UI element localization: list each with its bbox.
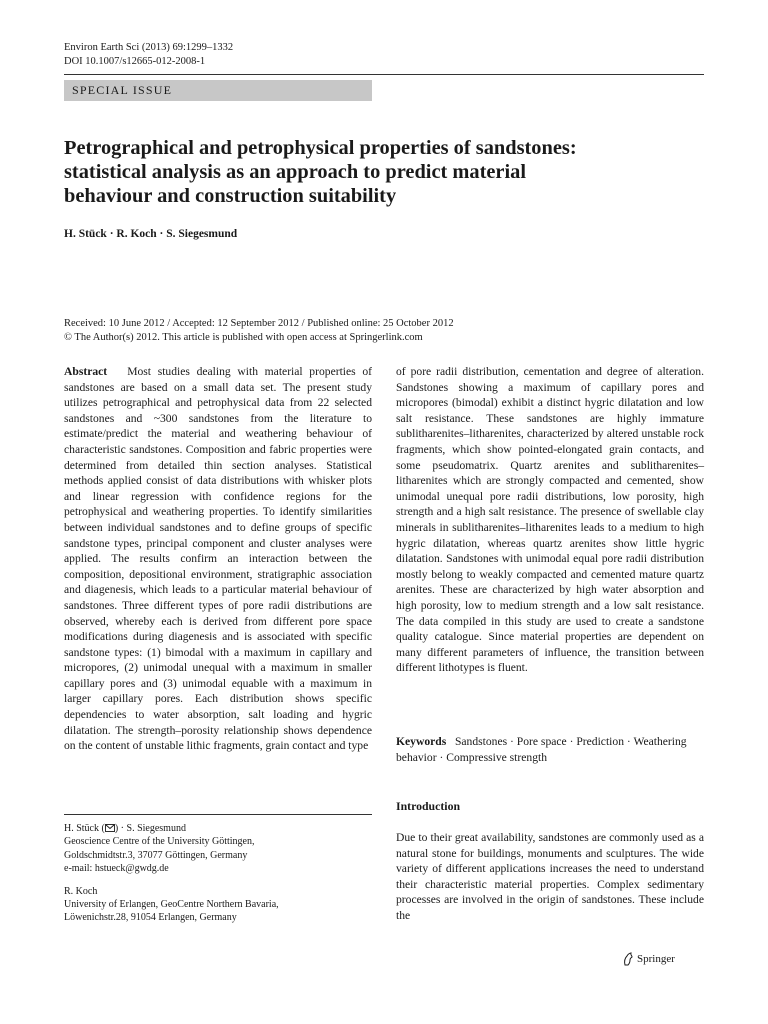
abstract-text-continued: of pore radii distribution, cementation and degree of alteration. Sandstones showing a maximum of capillary pores and micropores (bimodal) exhibit a distinct hygric dilatation and low salt resistance. These sandstones are highly immature sublitharenites–litharenites, characterized by altered unstable rock fragments, which show pointed-elongated grain contacts, and some pseudomatrix. Quartz arenites and sublitharenites–litharenites which are strongly compacted and cemented, show unimodal unequal pore radii distributions, low porosity, high strength and a high salt resistance. The presence of swellable clay minerals in sublitharenites–litharenites leads to a medium to high hygric dilatation, whereas quartz arenites show little hygric dilatation. Sandstones with unimodal equal pore radii distribution mostly belong to weakly compacted and cemented mature quartz arenites. These are characterized by high water absorption and high porosity, low to medium strength and a low salt resistance. The data compiled in this study are used to create a sandstone quality catalogue. Since material properties are dependent on many different parameters of influence, the transition between different lithotypes is fluent. [396,365,704,675]
affiliation-org: University of Erlangen, GeoCentre Northern Bavaria, [64,899,279,911]
title-line: behaviour and construction suitability [64,185,397,207]
abstract-column-left [64,364,372,754]
affiliation-names: H. Stück ( ) · S. Siegesmund [64,823,186,834]
affiliation-block [64,885,372,925]
affiliation-address: Goldschmidtstr.3, 37077 Göttingen, Germany [64,849,248,861]
springer-horse-icon [622,952,634,966]
introduction-text: Due to their great availability, sandstones are commonly used as a natural stone for buildings, monuments and sculptures. The wide variety of different applications increases the need to understand their characteristic material properties. Complex sedimentary processes are involved in the origin of sandstones. These include the [396,831,704,922]
publisher-logo [622,952,675,966]
abstract-column-right [396,364,704,676]
section-banner: SPECIAL ISSUE [64,80,372,101]
history-dates: Received: 10 June 2012 / Accepted: 12 September 2012 / Published online: 25 October 2012 [64,318,454,329]
affiliation-address: Löwenichstr.28, 91054 Erlangen, Germany [64,912,237,924]
copyright-notice: © The Author(s) 2012. This article is published with open access at Springerlink.com [64,332,423,343]
affiliation-email[interactable]: e-mail: hstueck@gwdg.de [64,863,169,875]
envelope-icon[interactable] [105,824,115,832]
abstract-label: Abstract [64,365,108,378]
introduction-heading: Introduction [396,799,461,813]
title-line: Petrographical and petrophysical properties of sandstones: [64,137,577,159]
publisher-name: Springer [637,953,675,965]
journal-citation: Environ Earth Sci (2013) 69:1299–1332 [64,42,234,53]
doi[interactable]: DOI 10.1007/s12665-012-2008-1 [64,56,206,67]
affiliation-block [64,822,372,876]
affiliation-rule [64,814,372,815]
affiliation-org: Geoscience Centre of the University Göttingen, [64,836,255,848]
abstract-text: Most studies dealing with material properties of sandstones are based on a small data set. The present study utilizes petrographical and petrophysical data from 22 selected sandstones and ~300 sandstones from the literature to estimate/predict the material and weathering behaviour of characteristic sandstones. Composition and fabric properties were determined from detailed thin section analyses. Statistical methods applied consist of data distributions with whisker plots and linear regression with confidence regions for the petrophysical and weathering properties. To identify similarities between individual sandstones and to define groups of specific sandstone types, principal component and cluster analyses were applied. The results confirm an interaction between the composition, depositional environment, stratigraphic association and diagenesis, which leads to a particular material behaviour of sandstones. Three different types of pore radii distributions are observed, whereby each is derived from different pore space modifications during diagenesis and is associated with specific sandstone types: (1) bimodal with a maximum in capillary and micropores, (2) unimodal unequal with a maximum in smaller capillary pores and (3) unimodal equable with a maximum in larger capillary pores. Each distribution shows specific dependencies to water absorption, salt loading and hygric dilatation. The strength–porosity relationship shows dependence on the content of unstable lithic fragments, grain contact and type [64,365,372,753]
keywords [396,734,704,765]
article-title [64,136,704,208]
title-line: statistical analysis as an approach to predict material [64,161,526,183]
affiliation-names: R. Koch [64,885,98,897]
publication-dates [64,317,704,345]
keywords-text: Sandstones · Pore space · Prediction · Weathering behavior · Compressive strength [396,735,687,764]
affiliations [64,822,372,934]
author-list: H. Stück · R. Koch · S. Siegesmund [64,228,238,240]
header-rule [64,74,704,75]
keywords-label: Keywords [396,735,447,748]
